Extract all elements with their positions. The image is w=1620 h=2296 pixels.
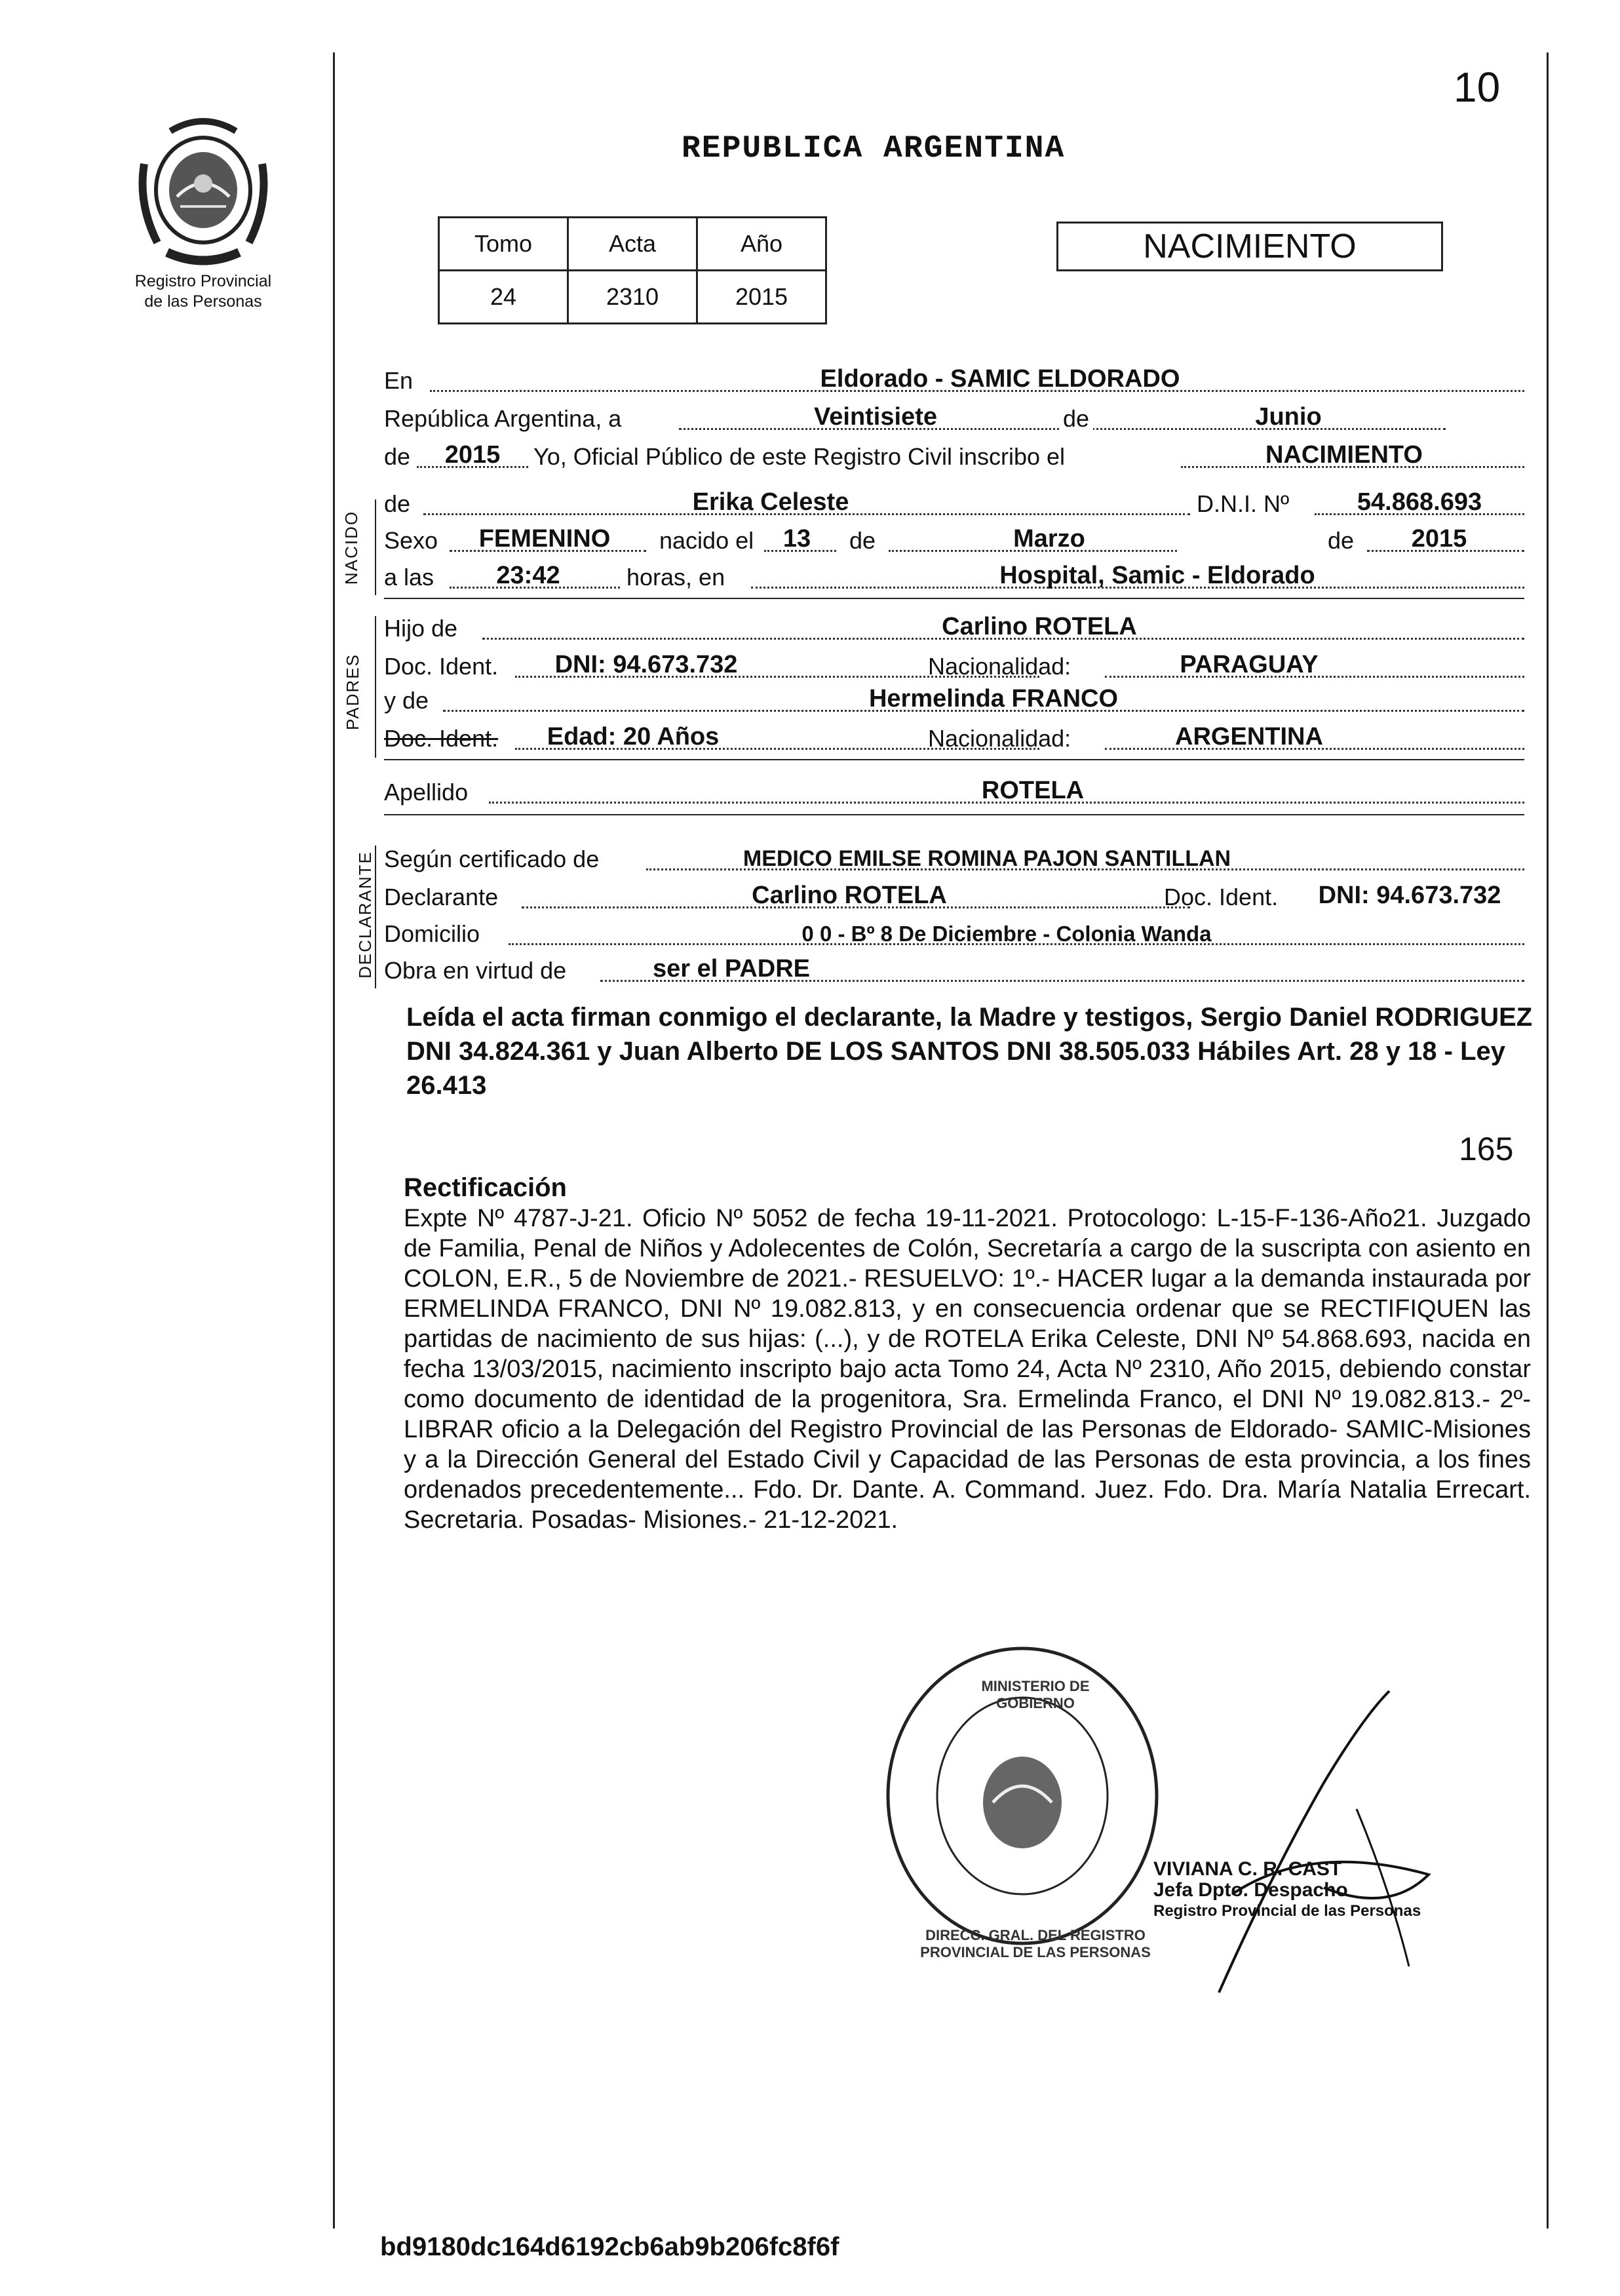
birth-year-value: 2015: [1411, 525, 1467, 553]
misiones-emblem-icon: [131, 111, 275, 269]
row-hora: [384, 558, 1524, 596]
de-label-2: de: [384, 443, 411, 470]
separator-padres: [384, 759, 1524, 760]
mother-name-value: Hermelinda FRANCO: [868, 685, 1119, 712]
row-apellido: [384, 773, 1524, 811]
row-name: [384, 485, 1524, 523]
hijo-label: Hijo de: [384, 615, 458, 642]
surname-value: ROTELA: [981, 777, 1085, 804]
signer-line3: Registro Provincial de las Personas: [1153, 1902, 1421, 1920]
day-value: Veintisiete: [814, 403, 937, 431]
sex-value: FEMENINO: [478, 525, 611, 553]
signer-line1: VIVIANA C. R. CAST: [1153, 1858, 1342, 1880]
horas-label: horas, en: [627, 564, 725, 591]
table-value-acta: 2310: [568, 271, 697, 324]
birth-month-value: Marzo: [1013, 525, 1085, 553]
de-label-4: de: [849, 527, 876, 554]
registry-table: [438, 216, 827, 324]
seal-caption-line1: Registro Provincial: [134, 272, 272, 290]
certificate-value: MEDICO EMILSE ROMINA PAJON SANTILLAN: [742, 846, 1231, 871]
row-father-doc: [384, 648, 1524, 686]
nacido-bracket: [375, 499, 376, 595]
rectification-number: 165: [1459, 1131, 1514, 1167]
row-certificado: [384, 840, 1524, 878]
inscribe-value: NACIMIENTO: [1265, 441, 1423, 469]
father-nationality-value: PARAGUAY: [1180, 651, 1319, 678]
dni-label: D.N.I. Nº: [1197, 490, 1290, 517]
sexo-label: Sexo: [384, 527, 438, 554]
time-value: 23:42: [496, 562, 560, 589]
mother-doc-label: Doc. Ident.: [384, 725, 499, 752]
en-label: En: [384, 367, 414, 394]
declarante-label: Declarante: [384, 884, 499, 910]
rectification-title: Rectificación: [404, 1173, 567, 1202]
yo-label: Yo, Oficial Público de este Registro Civil inscribo el: [533, 443, 1066, 470]
section-label-padres: PADRES: [343, 653, 362, 730]
father-doc-value: DNI: 94.673.732: [554, 651, 738, 678]
table-header-tomo: Tomo: [439, 218, 568, 271]
declarant-doc-label: Doc. Ident.: [1164, 884, 1279, 910]
mother-doc-value: Edad: 20 Años: [547, 723, 720, 750]
rectification-body: Expte Nº 4787-J-21. Oficio Nº 5052 de fecha 19-11-2021. Protocologo: L-15-F-136-Año21. Juzgado de Familia, Penal de Niños y Adolecentes de Colón, Secretaría a cargo de la suscripta con asiento en COLON, E.R., 5 de Noviembre de 2021.- RESUELVO: 1º.- HACER lugar a la demanda instaurada por ERMELINDA FRANCO, DNI Nº 19.082.813, y en consecuencia ordenar que se RECTIFIQUEN las partidas de nacimiento de sus hijas: (...), y de ROTELA Erika Celeste, DNI Nº 54.868.693, nacida en fecha 13/03/2015, nacimiento inscripto bajo acta Tomo 24, Acta Nº 2310, Año 2015, debiendo constar como documento de identidad de la progenitora, Sra. Ermelinda Franco, el DNI Nº 19.082.813.- 2º- LIBRAR oficio a la Delegación del Registro Provincial de las Personas de Eldorado- SAMIC-Misiones y a la Dirección General del Estado Civil y Capacidad de las Personas de esta provincia, a los fines ordenados precedentemente... Fdo. Dr. Dante. A. Command. Juez. Fdo. Dra. María Natalia Errecart. Secretaria. Posadas- Misiones.- 21-12-2021.: [404, 1205, 1531, 1534]
seal-caption: [111, 271, 295, 312]
document-hash: bd9180dc164d6192cb6ab9b206fc8f6f: [380, 2232, 839, 2261]
year-value: 2015: [444, 441, 501, 469]
left-margin-line: [333, 52, 335, 2228]
stamp-inner-text: MINISTERIO DE GOBIERNO: [981, 1678, 1090, 1711]
father-name-value: Carlino ROTELA: [942, 613, 1137, 640]
row-father: [384, 610, 1524, 648]
birth-place-value: Hospital, Samic - Eldorado: [999, 562, 1315, 589]
nacionalidad-label-2: Nacionalidad:: [928, 725, 1071, 752]
row-obra: [384, 952, 1524, 990]
segun-label: Según certificado de: [384, 846, 600, 872]
apellido-label: Apellido: [384, 779, 469, 806]
declarant-value: Carlino ROTELA: [752, 882, 947, 909]
separator-nacido: [384, 598, 1524, 599]
document-title: REPUBLICA ARGENTINA: [682, 131, 1066, 166]
row-mother-doc: [384, 720, 1524, 758]
table-header-acta: Acta: [568, 218, 697, 271]
child-name-value: Erika Celeste: [692, 488, 849, 516]
domicilio-value: 0 0 - Bº 8 De Diciembre - Colonia Wanda: [801, 922, 1212, 946]
birth-day-value: 13: [782, 525, 811, 553]
handwritten-signature-icon: [1193, 1678, 1507, 2006]
row-en: [384, 362, 1524, 400]
nacionalidad-label: Nacionalidad:: [928, 653, 1071, 680]
section-label-declarante: DECLARANTE: [355, 851, 375, 979]
section-label-nacido: NACIDO: [341, 510, 362, 585]
page-number: 10: [1454, 64, 1501, 111]
table-header-ano: Año: [697, 218, 826, 271]
obra-value: ser el PADRE: [652, 955, 811, 983]
row-mother: [384, 682, 1524, 720]
nacido-label: nacido el: [659, 527, 754, 554]
signer-stamp: [1153, 1859, 1421, 1922]
de-label-3: de: [384, 490, 411, 517]
declarante-bracket: [375, 846, 376, 988]
obra-label: Obra en virtud de: [384, 957, 567, 984]
month-value: Junio: [1255, 403, 1322, 431]
provincial-seal: [131, 111, 275, 269]
row-sexo: [384, 522, 1524, 560]
row-declarante: [384, 878, 1524, 916]
yde-label: y de: [384, 687, 429, 714]
row-year: [384, 438, 1524, 476]
row-republica: [384, 400, 1524, 438]
declarant-doc-value: DNI: 94.673.732: [1318, 882, 1501, 909]
mother-nationality-value: ARGENTINA: [1175, 723, 1323, 750]
de-label-5: de: [1328, 527, 1355, 554]
seal-caption-line2: de las Personas: [144, 292, 262, 311]
domicilio-label: Domicilio: [384, 920, 480, 947]
birthplace-value: Eldorado - SAMIC ELDORADO: [820, 365, 1180, 393]
padres-bracket: [375, 616, 376, 758]
record-type-box: NACIMIENTO: [1056, 222, 1443, 271]
stamp-ring-text: DIRECC. GRAL. DEL REGISTRO PROVINCIAL DE LAS PERSONAS: [920, 1927, 1151, 1960]
separator-apellido: [384, 814, 1524, 815]
de-label: de: [1059, 405, 1093, 433]
alas-label: a las: [384, 564, 434, 591]
child-dni-value: 54.868.693: [1357, 488, 1482, 516]
signature: [1193, 1678, 1507, 2006]
doc-ident-label: Doc. Ident.: [384, 653, 499, 680]
row-domicilio: [384, 915, 1524, 953]
signer-line2: Jefa Dpto. Despacho: [1153, 1879, 1348, 1901]
closing-statement: Leída el acta firman conmigo el declarante, la Madre y testigos, Sergio Daniel RODRIGUEZ DNI 34.824.361 y Juan Alberto DE LOS SANTOS DNI 38.505.033 Hábiles Art. 28 y 18 - Ley 26.413: [406, 1003, 1533, 1100]
republica-label: República Argentina, a: [384, 405, 622, 432]
table-value-ano: 2015: [697, 271, 826, 324]
right-margin-line: [1547, 52, 1549, 2228]
table-value-tomo: 24: [439, 271, 568, 324]
